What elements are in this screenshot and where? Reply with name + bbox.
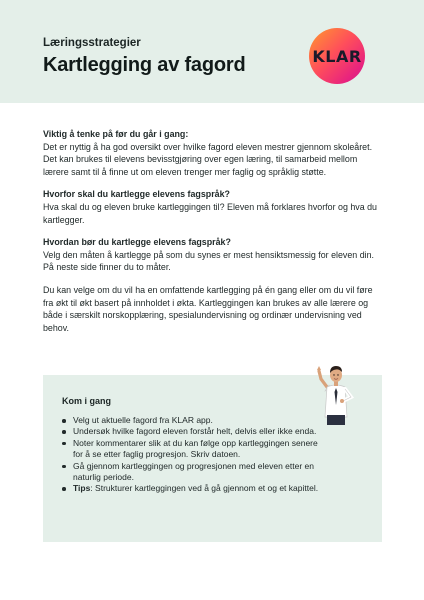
tips-list bbox=[62, 415, 352, 495]
intro-line: lærere samt til å finne ut om eleven trenger mer faglig og språklig støtte. bbox=[43, 166, 327, 177]
list-item: Velg ut aktuelle fagord fra KLAR app. bbox=[62, 415, 352, 426]
list-item: Gå gjennom kartleggingen og progresjonen med eleven etter en naturlig periode. bbox=[62, 461, 352, 484]
how-line: Velg den måten å kartlegge på som du synes er mest hensiktsmessig for eleven din. bbox=[43, 249, 375, 260]
logo-text: KLAR bbox=[312, 46, 362, 66]
intro-heading: Viktig å tenke på før du går i gang: bbox=[43, 129, 189, 139]
pointing-man-illustration bbox=[313, 357, 359, 425]
intro-line: Det kan brukes til elevens bevisstgjøring over egen læring, til samarbeid mellom bbox=[43, 154, 358, 165]
tip-label: Tips bbox=[73, 483, 91, 494]
klar-logo bbox=[309, 28, 365, 84]
list-item: Undersøk hvilke fagord eleven forstår helt, delvis eller ikke enda. bbox=[62, 426, 352, 437]
choice-line: Du kan velge om du vil ha en omfattende kartlegging på én gang eller om du vil føre bbox=[43, 284, 373, 295]
tips-title: Kom i gang bbox=[62, 396, 111, 406]
choice-line: både i særskilt norskopplæring, spesialundervisning og ordinær undervisning ved bbox=[43, 310, 362, 321]
why-heading: Hvorfor skal du kartlegge elevens fagspråk? bbox=[43, 189, 230, 200]
list-item bbox=[62, 483, 352, 494]
why-line: kartlegger. bbox=[43, 214, 85, 225]
page-title: Kartlegging av fagord bbox=[43, 54, 246, 76]
choice-line: behov. bbox=[43, 322, 69, 333]
tip-text: : Strukturer kartleggingen ved å gå gjennom et og et kapittel. bbox=[90, 483, 319, 494]
main-content bbox=[43, 128, 388, 334]
choice-line: fra økt til økt basert på innholdet i økta. Kartleggingen kan brukes av alle lærere og bbox=[43, 297, 369, 308]
why-line: Hva skal du og eleven bruke kartleggingen til? Eleven må forklares hvorfor og hva du bbox=[43, 201, 377, 212]
intro-line: Det er nyttig å ha god oversikt over hvilke fagord eleven mestrer gjennom skoleåret. bbox=[43, 141, 373, 152]
how-line: På neste side finner du to måter. bbox=[43, 262, 171, 273]
header-band bbox=[0, 0, 424, 103]
how-heading: Hvordan bør du kartlegge elevens fagspråk? bbox=[43, 237, 231, 248]
list-item: Noter kommentarer slik at du kan følge opp kartleggingen senere for å se etter faglig progresjon. Skriv datoen. bbox=[62, 438, 352, 461]
section-kicker: Læringsstrategier bbox=[43, 37, 141, 49]
